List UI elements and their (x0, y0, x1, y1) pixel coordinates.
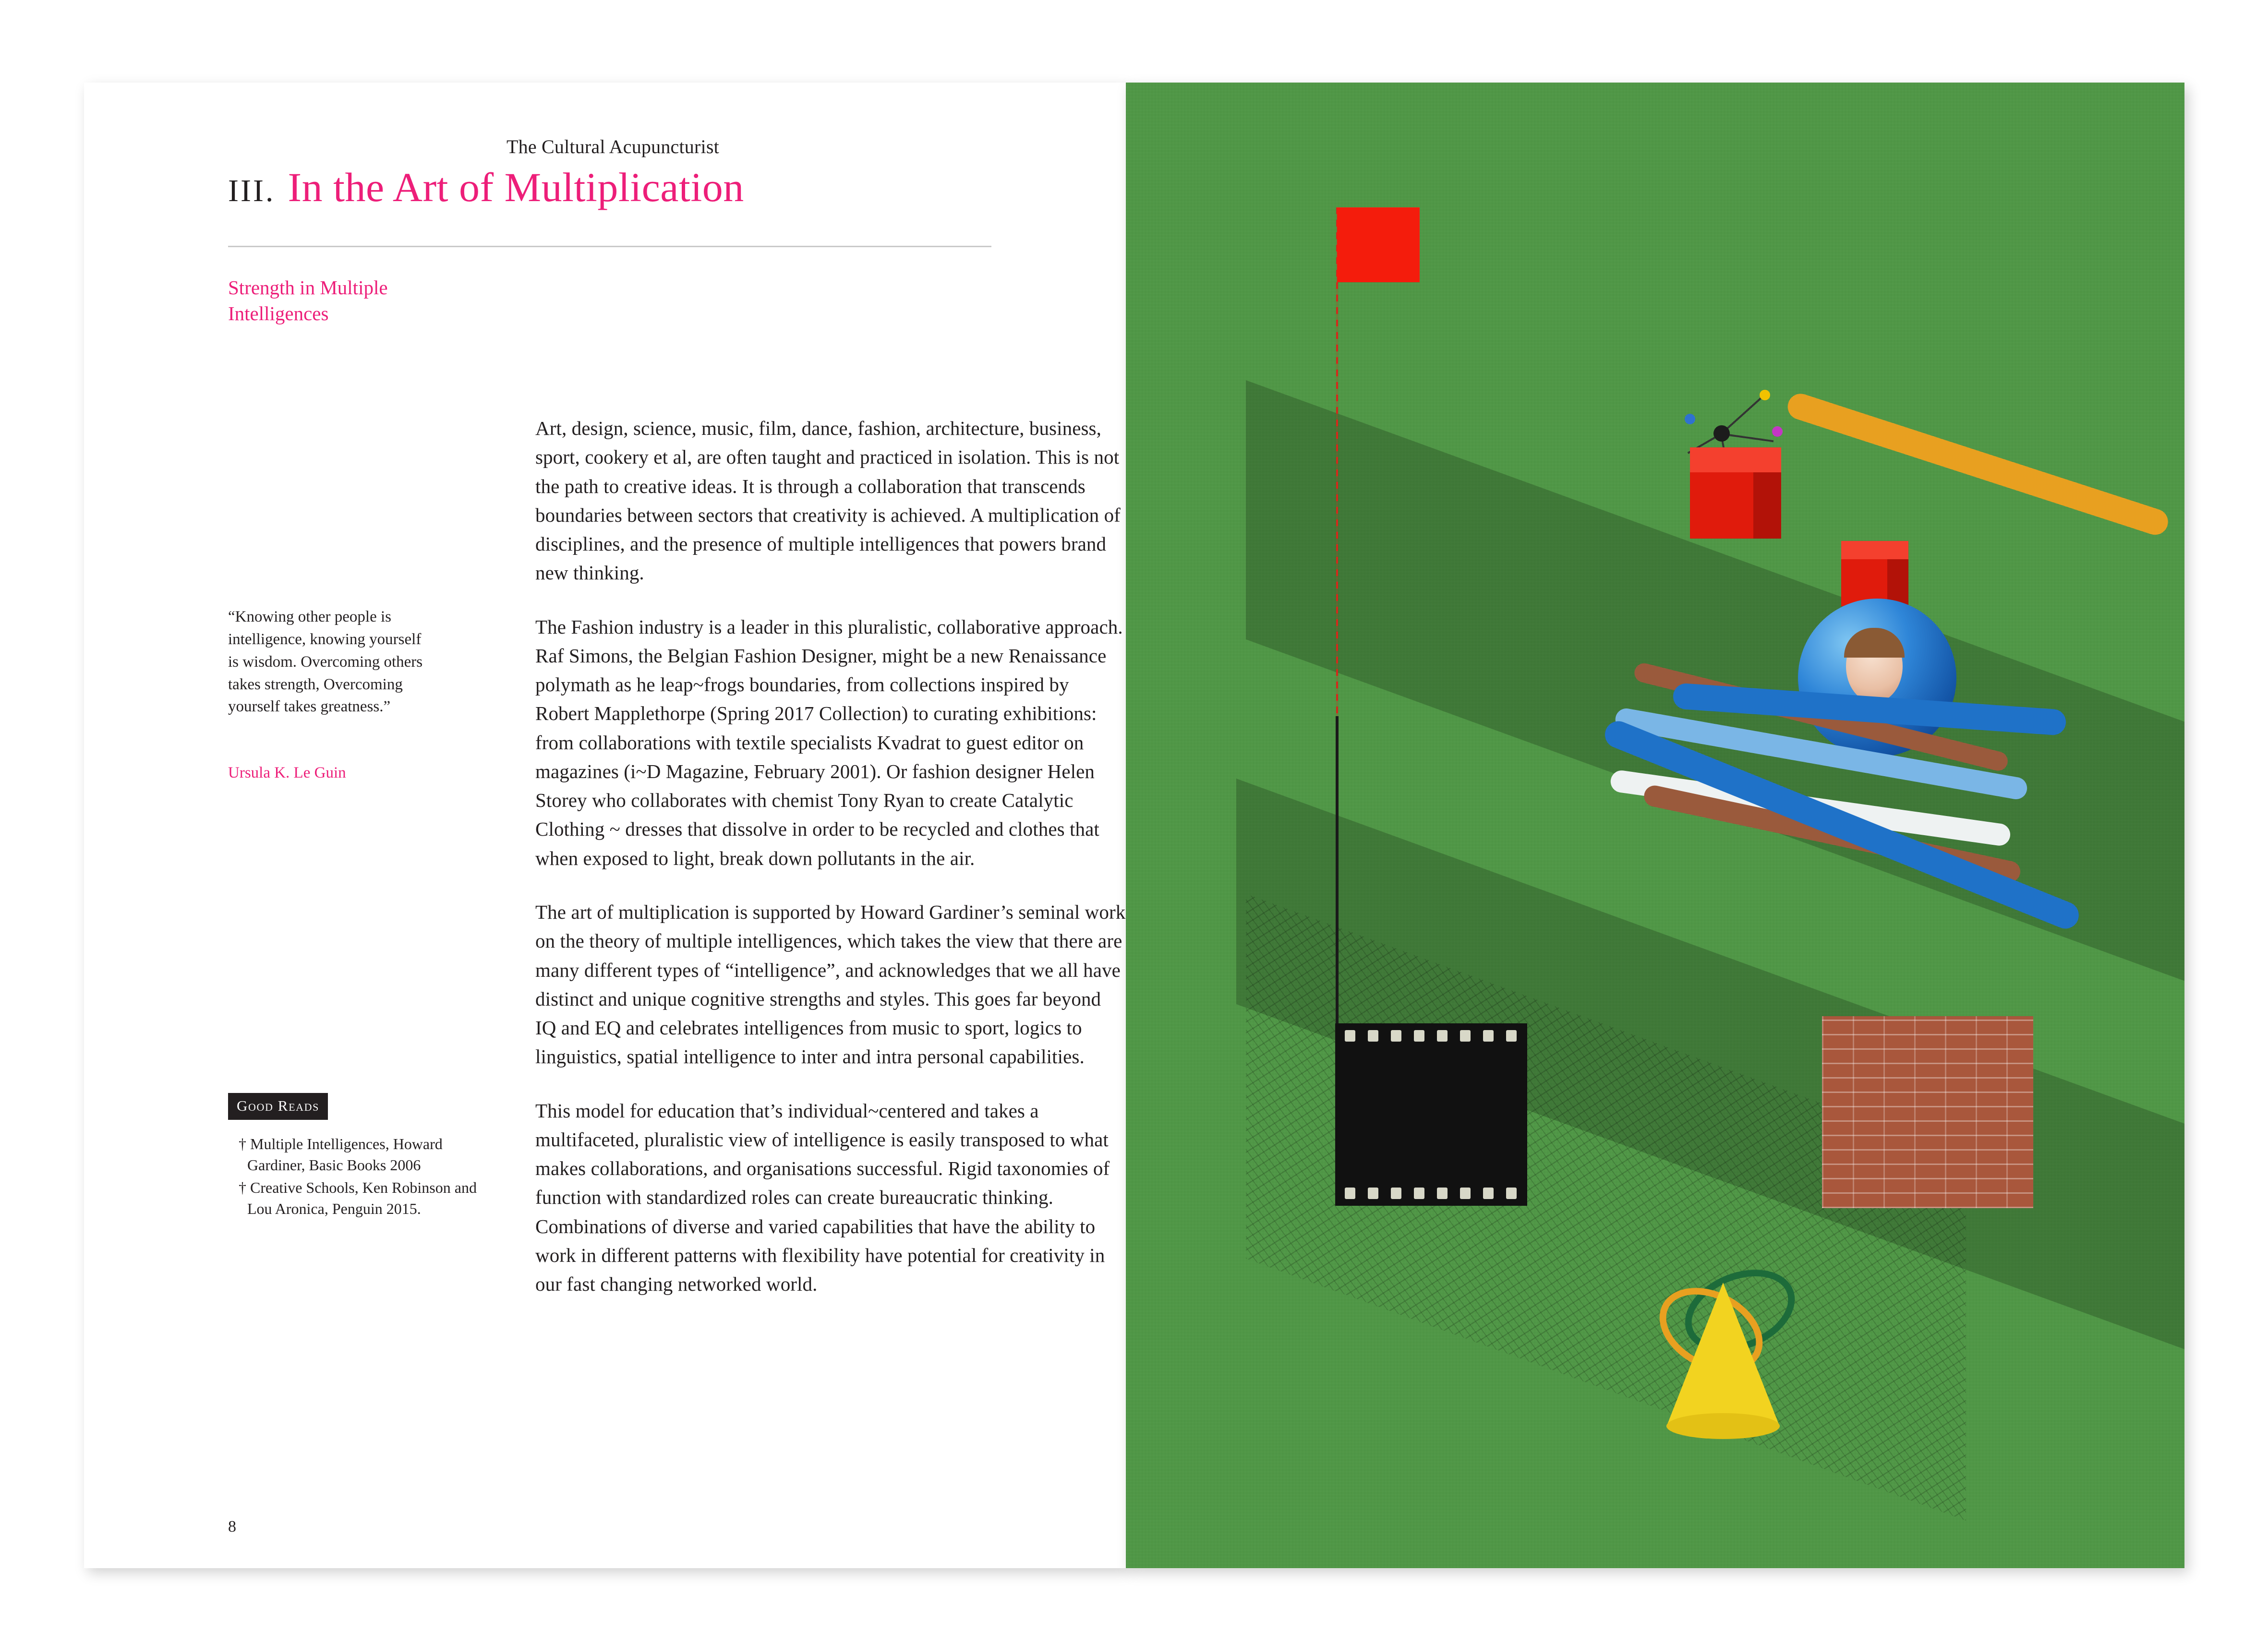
atom-yellow (1760, 390, 1770, 400)
right-page-illustration (1126, 83, 2184, 1568)
running-head: The Cultural Acupuncturist (507, 136, 719, 157)
film-perforation (1345, 1188, 1355, 1199)
film-perforation (1483, 1030, 1494, 1042)
list-item: † Multiple Intelligences, Howard Gardiner, Basic Books 2006 (239, 1135, 443, 1174)
cube-face-top (1690, 447, 1781, 472)
film-perforation (1368, 1030, 1378, 1042)
left-page (84, 83, 1126, 1568)
good-reads-list (228, 1134, 478, 1221)
film-perforation (1506, 1188, 1517, 1199)
sidebar (228, 275, 454, 326)
sidebar-heading: Strength in Multiple Intelligences (228, 276, 388, 325)
flag-pole-solid (1336, 716, 1339, 1023)
film-perforation (1437, 1188, 1448, 1199)
red-cube-on-sphere (1841, 541, 1908, 606)
cube-face-front (1690, 472, 1753, 539)
pull-quote-attribution: Ursula K. Le Guin (228, 764, 346, 781)
film-strip (1335, 1023, 1527, 1206)
film-perforation (1391, 1188, 1401, 1199)
film-perforation (1391, 1030, 1401, 1042)
body-text-column (535, 414, 1126, 1323)
chapter-title: In the Art of Multiplication (288, 164, 744, 210)
body-paragraph: The art of multiplication is supported by Howard Gardiner’s seminal work on the theory of multiple intelligences, which takes the view that there are many different types of “intelligence”, and acknowledges that we all have distinct and unique cognitive strengths and styles. This goes far beyond IQ and EQ and celebrates intelligences from music to sport, logics to linguistics, spatial intelligence to inter and intra personal capabilities. (535, 900, 1126, 1068)
film-perforation (1345, 1030, 1355, 1042)
film-perforation (1460, 1030, 1471, 1042)
film-perforation (1414, 1188, 1424, 1199)
body-paragraph: Art, design, science, music, film, dance, fashion, architecture, business, sport, cookery et al, are often taught and practiced in isolation. This is not the path to creative ideas. It is through a collaboration that transcends boundaries between sectors that creativity is achieved. A multiplication of disciplines, and the presence of multiple intelligences that powers brand new thinking. (535, 417, 1121, 584)
atom-black (1713, 425, 1730, 442)
cube-face-side (1887, 559, 1908, 606)
red-cube-upper (1690, 447, 1781, 539)
yellow-cone-base (1666, 1413, 1780, 1439)
list-item: † Creative Schools, Ken Robinson and Lou Aronica, Penguin 2015. (239, 1179, 477, 1217)
body-paragraph: This model for education that’s individual~centered and takes a multifaceted, pluralistic view of intelligence is easily transposed to what makes collaborations, and organisations successful. Rigid taxonomies of function with standardized roles can create bureaucratic thinking. Combinations of diverse and varied capabilities that have the ability to work in different patterns with flexibility have potential for creativity in our fast changing networked world. (535, 1099, 1110, 1296)
yellow-cone (1666, 1283, 1780, 1427)
film-perforation (1368, 1188, 1378, 1199)
atom-magenta (1772, 426, 1783, 437)
chapter-rule (228, 246, 991, 247)
body-paragraph: The Fashion industry is a leader in this pluralistic, collaborative approach. Raf Simons, the Belgian Fashion Designer, might be a new Renaissance polymath as he leap~frogs boundaries, from collections inspired by Robert Mapplethorpe (Spring 2017 Collection) to curating exhibitions: from collaborations with textile specialists Kvadrat to guest editor on magazines (i~D Magazine, February 2001). Or fashion designer Helen Storey who collaborates with chemist Tony Ryan to create Catalytic Clothing ~ dresses that dissolve in order to be recycled and clothes that when exposed to light, break down pollutants in the air. (535, 615, 1123, 869)
chapter-heading (228, 164, 1020, 210)
cube-face-side (1753, 472, 1781, 539)
film-perforation (1483, 1188, 1494, 1199)
chapter-number: III. (228, 173, 276, 208)
film-perforation (1460, 1188, 1471, 1199)
page-number: 8 (228, 1518, 236, 1536)
flag-pole-dashed (1336, 207, 1338, 716)
atom-blue (1685, 414, 1695, 424)
cube-face-top (1841, 541, 1908, 559)
film-perforation (1506, 1030, 1517, 1042)
film-perforation (1437, 1030, 1448, 1042)
film-perforation (1414, 1030, 1424, 1042)
good-reads-badge: Good Reads (228, 1093, 328, 1120)
red-flag (1337, 207, 1420, 282)
brick-wall (1822, 1016, 2033, 1208)
pull-quote: “Knowing other people is intelligence, knowing yourself is wisdom. Overcoming others takes strength, Overcoming yourself takes greatness.” (228, 608, 423, 716)
